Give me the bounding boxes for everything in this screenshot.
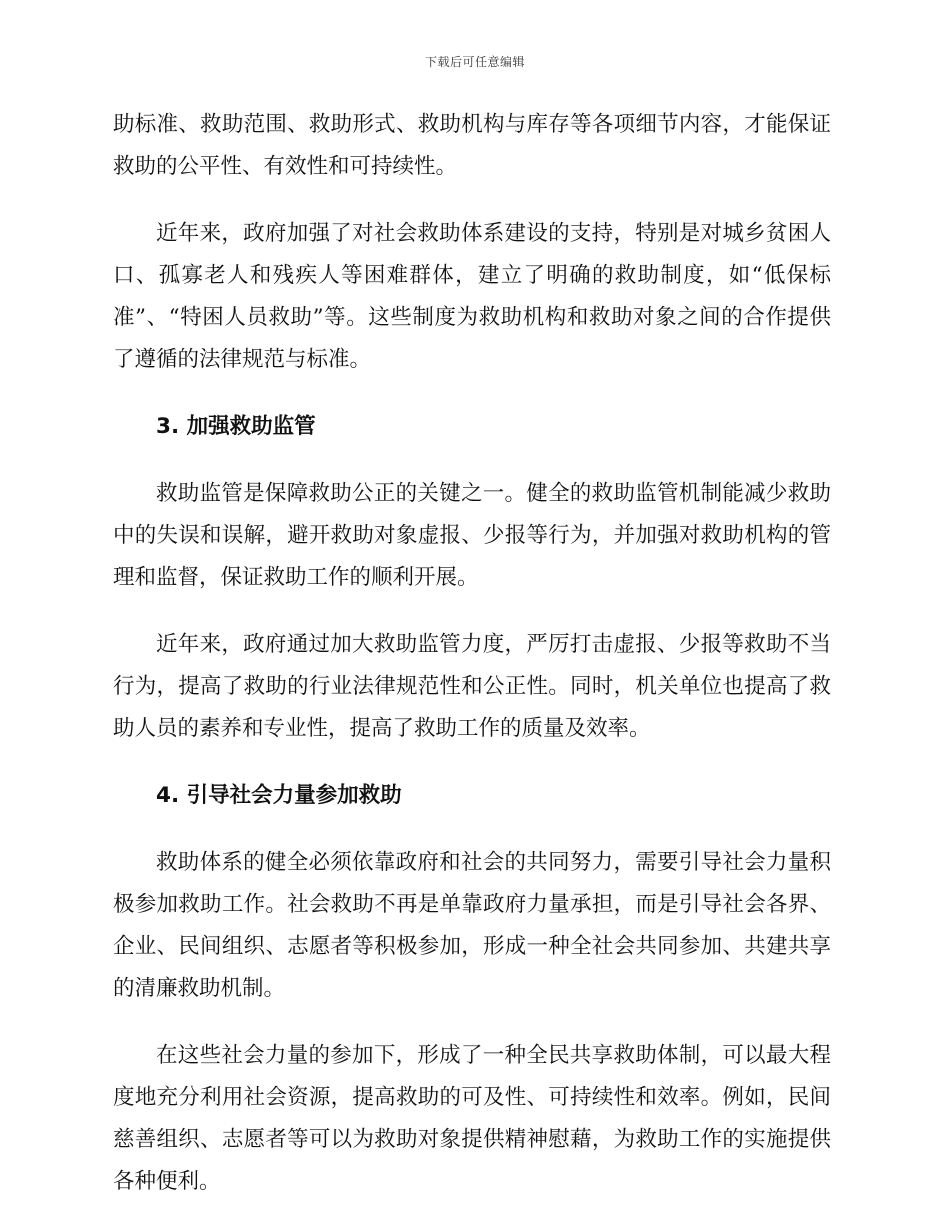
paragraph-government-support: 近年来，政府加强了对社会救助体系建设的支持，特别是对城乡贫困人口、孤寡老人和残疾人等困难群体，建立了明确的救助制度，如“低保标准”、“特困人员救助”等。这些制度为救助机构和救助对象之间的合作提供了遵循的法律规范与标准。	[113, 221, 831, 372]
section-heading-social-forces: 4. 引导社会力量参加救助	[156, 783, 402, 808]
document-body	[113, 104, 831, 1228]
paragraph-supervision: 救助监管是保障救助公正的关键之一。健全的救助监管机制能减少救助中的失误和误解，避开救助对象虚报、少报等行为，并加强对救助机构的管理和监督，保证救助工作的顺利开展。	[113, 481, 831, 590]
page-header: 下载后可任意编辑	[424, 55, 525, 69]
paragraph-continued: 助标准、救助范围、救助形式、救助机构与库存等各项细节内容，才能保证救助的公平性、有效性和可持续性。	[113, 112, 831, 179]
paragraph-supervision-recent: 近年来，政府通过加大救助监管力度，严厉打击虚报、少报等救助不当行为，提高了救助的行业法律规范性和公正性。同时，机关单位也提高了救助人员的素养和专业性，提高了救助工作的质量及效率。	[113, 632, 831, 741]
paragraph-social-forces-benefits: 在这些社会力量的参加下，形成了一种全民共享救助体制，可以最大程度地充分利用社会资源，提高救助的可及性、可持续性和效率。例如，民间慈善组织、志愿者等可以为救助对象提供精神慰藉，为救助工作的实施提供各种便利。	[113, 1043, 831, 1194]
paragraph-social-forces: 救助体系的健全必须依靠政府和社会的共同努力，需要引导社会力量积极参加救助工作。社会救助不再是单靠政府力量承担，而是引导社会各界、企业、民间组织、志愿者等积极参加，形成一种全社会共同参加、共建共享的清廉救助机制。	[113, 850, 831, 1001]
section-heading-supervision: 3. 加强救助监管	[156, 414, 316, 439]
